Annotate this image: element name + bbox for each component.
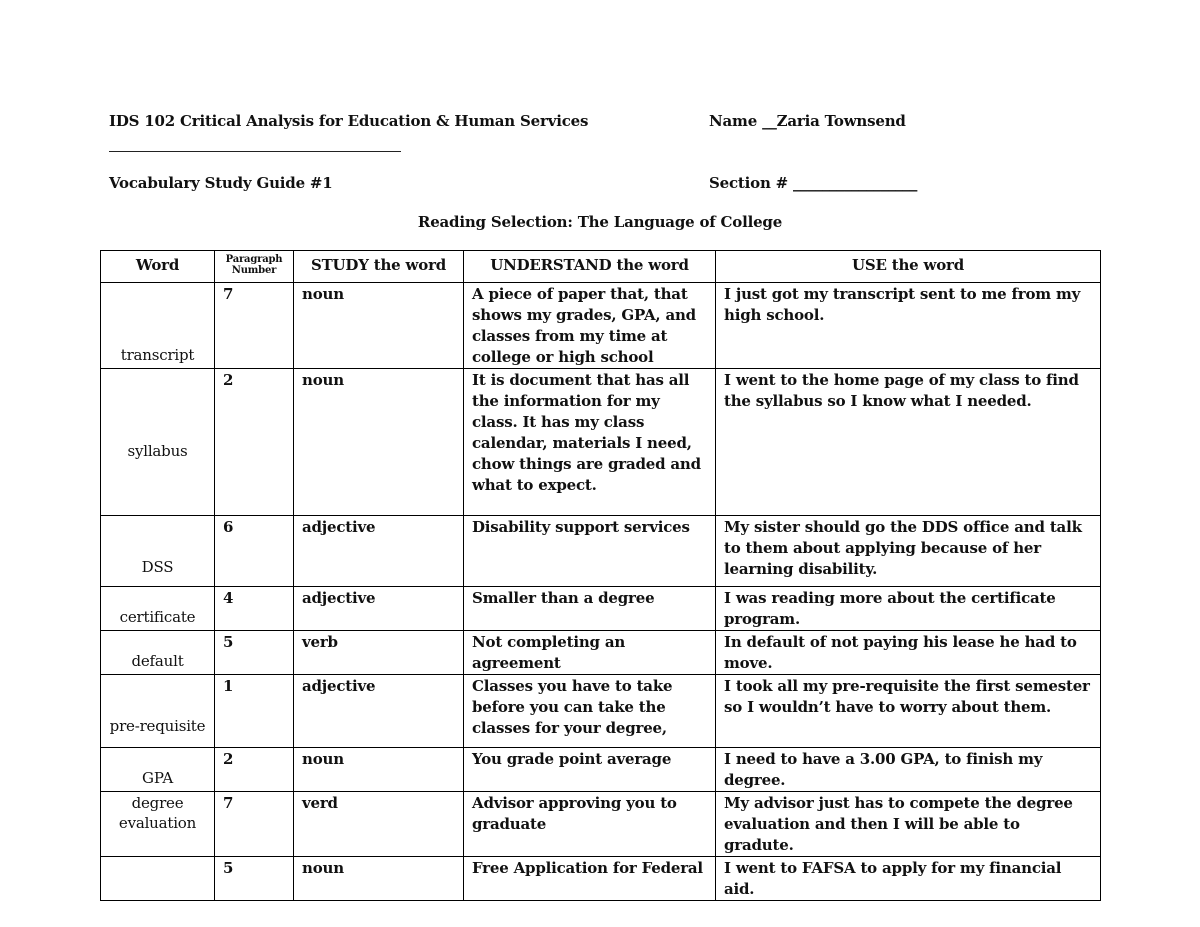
study-cell: adjective bbox=[294, 587, 464, 631]
column-header-paragraph-number bbox=[215, 251, 294, 283]
paragraph-number-cell: 5 bbox=[215, 631, 294, 675]
paragraph-header-line1: Paragraph bbox=[225, 254, 283, 265]
use-cell: I took all my pre-requisite the first semester so I wouldn’t have to worry about them. bbox=[716, 675, 1101, 748]
word-cell: transcript bbox=[101, 283, 215, 369]
table-row bbox=[101, 748, 1101, 792]
study-cell: verb bbox=[294, 631, 464, 675]
use-cell: I just got my transcript sent to me from my high school. bbox=[716, 283, 1101, 369]
study-cell: noun bbox=[294, 857, 464, 901]
paragraph-number-cell: 2 bbox=[215, 369, 294, 516]
column-header-understand: UNDERSTAND the word bbox=[464, 251, 716, 283]
study-cell: adjective bbox=[294, 516, 464, 587]
understand-cell: A piece of paper that, that shows my grades, GPA, and classes from my time at college or high school bbox=[464, 283, 716, 369]
understand-cell: Free Application for Federal bbox=[464, 857, 716, 901]
vocabulary-table bbox=[100, 250, 1101, 901]
study-cell: verd bbox=[294, 792, 464, 857]
column-header-use: USE the word bbox=[716, 251, 1101, 283]
section-number-line: Section # _________________ bbox=[709, 174, 918, 192]
table-row bbox=[101, 587, 1101, 631]
study-cell: noun bbox=[294, 369, 464, 516]
use-cell: I went to the home page of my class to find the syllabus so I know what I needed. bbox=[716, 369, 1101, 516]
word-cell bbox=[101, 857, 215, 901]
study-cell: noun bbox=[294, 748, 464, 792]
understand-cell: Smaller than a degree bbox=[464, 587, 716, 631]
blank-underline bbox=[109, 151, 401, 152]
student-name-line: Name __Zaria Townsend bbox=[709, 112, 906, 130]
paragraph-number-cell: 2 bbox=[215, 748, 294, 792]
table-row bbox=[101, 631, 1101, 675]
use-cell: My sister should go the DDS office and talk to them about applying because of her learning disability. bbox=[716, 516, 1101, 587]
word-cell: syllabus bbox=[101, 369, 215, 516]
paragraph-number-cell: 4 bbox=[215, 587, 294, 631]
use-cell: I was reading more about the certificate program. bbox=[716, 587, 1101, 631]
course-title: IDS 102 Critical Analysis for Education & Human Services bbox=[109, 112, 589, 130]
word-line: evaluation bbox=[118, 814, 197, 832]
word-line: degree bbox=[131, 794, 184, 812]
paragraph-number-cell: 5 bbox=[215, 857, 294, 901]
table-row bbox=[101, 675, 1101, 748]
understand-cell: Advisor approving you to graduate bbox=[464, 792, 716, 857]
column-header-word: Word bbox=[101, 251, 215, 283]
word-cell: pre-requisite bbox=[101, 675, 215, 748]
paragraph-number-cell: 7 bbox=[215, 283, 294, 369]
use-cell: In default of not paying his lease he had to move. bbox=[716, 631, 1101, 675]
use-cell: My advisor just has to compete the degree evaluation and then I will be able to gradute. bbox=[716, 792, 1101, 857]
paragraph-number-cell: 7 bbox=[215, 792, 294, 857]
column-header-study: STUDY the word bbox=[294, 251, 464, 283]
table-row bbox=[101, 857, 1101, 901]
table-row bbox=[101, 792, 1101, 857]
study-cell: noun bbox=[294, 283, 464, 369]
use-cell: I went to FAFSA to apply for my financial aid. bbox=[716, 857, 1101, 901]
understand-cell: You grade point average bbox=[464, 748, 716, 792]
paragraph-number-cell: 1 bbox=[215, 675, 294, 748]
understand-cell: Not completing an agreement bbox=[464, 631, 716, 675]
paragraph-header-line2: Number bbox=[231, 265, 277, 276]
word-cell: certificate bbox=[101, 587, 215, 631]
study-cell: adjective bbox=[294, 675, 464, 748]
word-cell: DSS bbox=[101, 516, 215, 587]
table-header-row bbox=[101, 251, 1101, 283]
word-cell: GPA bbox=[101, 748, 215, 792]
paragraph-number-cell: 6 bbox=[215, 516, 294, 587]
guide-title: Vocabulary Study Guide #1 bbox=[109, 174, 333, 192]
table-row bbox=[101, 369, 1101, 516]
word-cell bbox=[101, 792, 215, 857]
understand-cell: It is document that has all the information for my class. It has my class calendar, materials I need, chow things are graded and what to expect. bbox=[464, 369, 716, 516]
understand-cell: Classes you have to take before you can take the classes for your degree, bbox=[464, 675, 716, 748]
reading-selection-title: Reading Selection: The Language of College bbox=[417, 213, 783, 231]
word-cell: default bbox=[101, 631, 215, 675]
table-row bbox=[101, 516, 1101, 587]
understand-cell: Disability support services bbox=[464, 516, 716, 587]
table-row bbox=[101, 283, 1101, 369]
use-cell: I need to have a 3.00 GPA, to finish my degree. bbox=[716, 748, 1101, 792]
